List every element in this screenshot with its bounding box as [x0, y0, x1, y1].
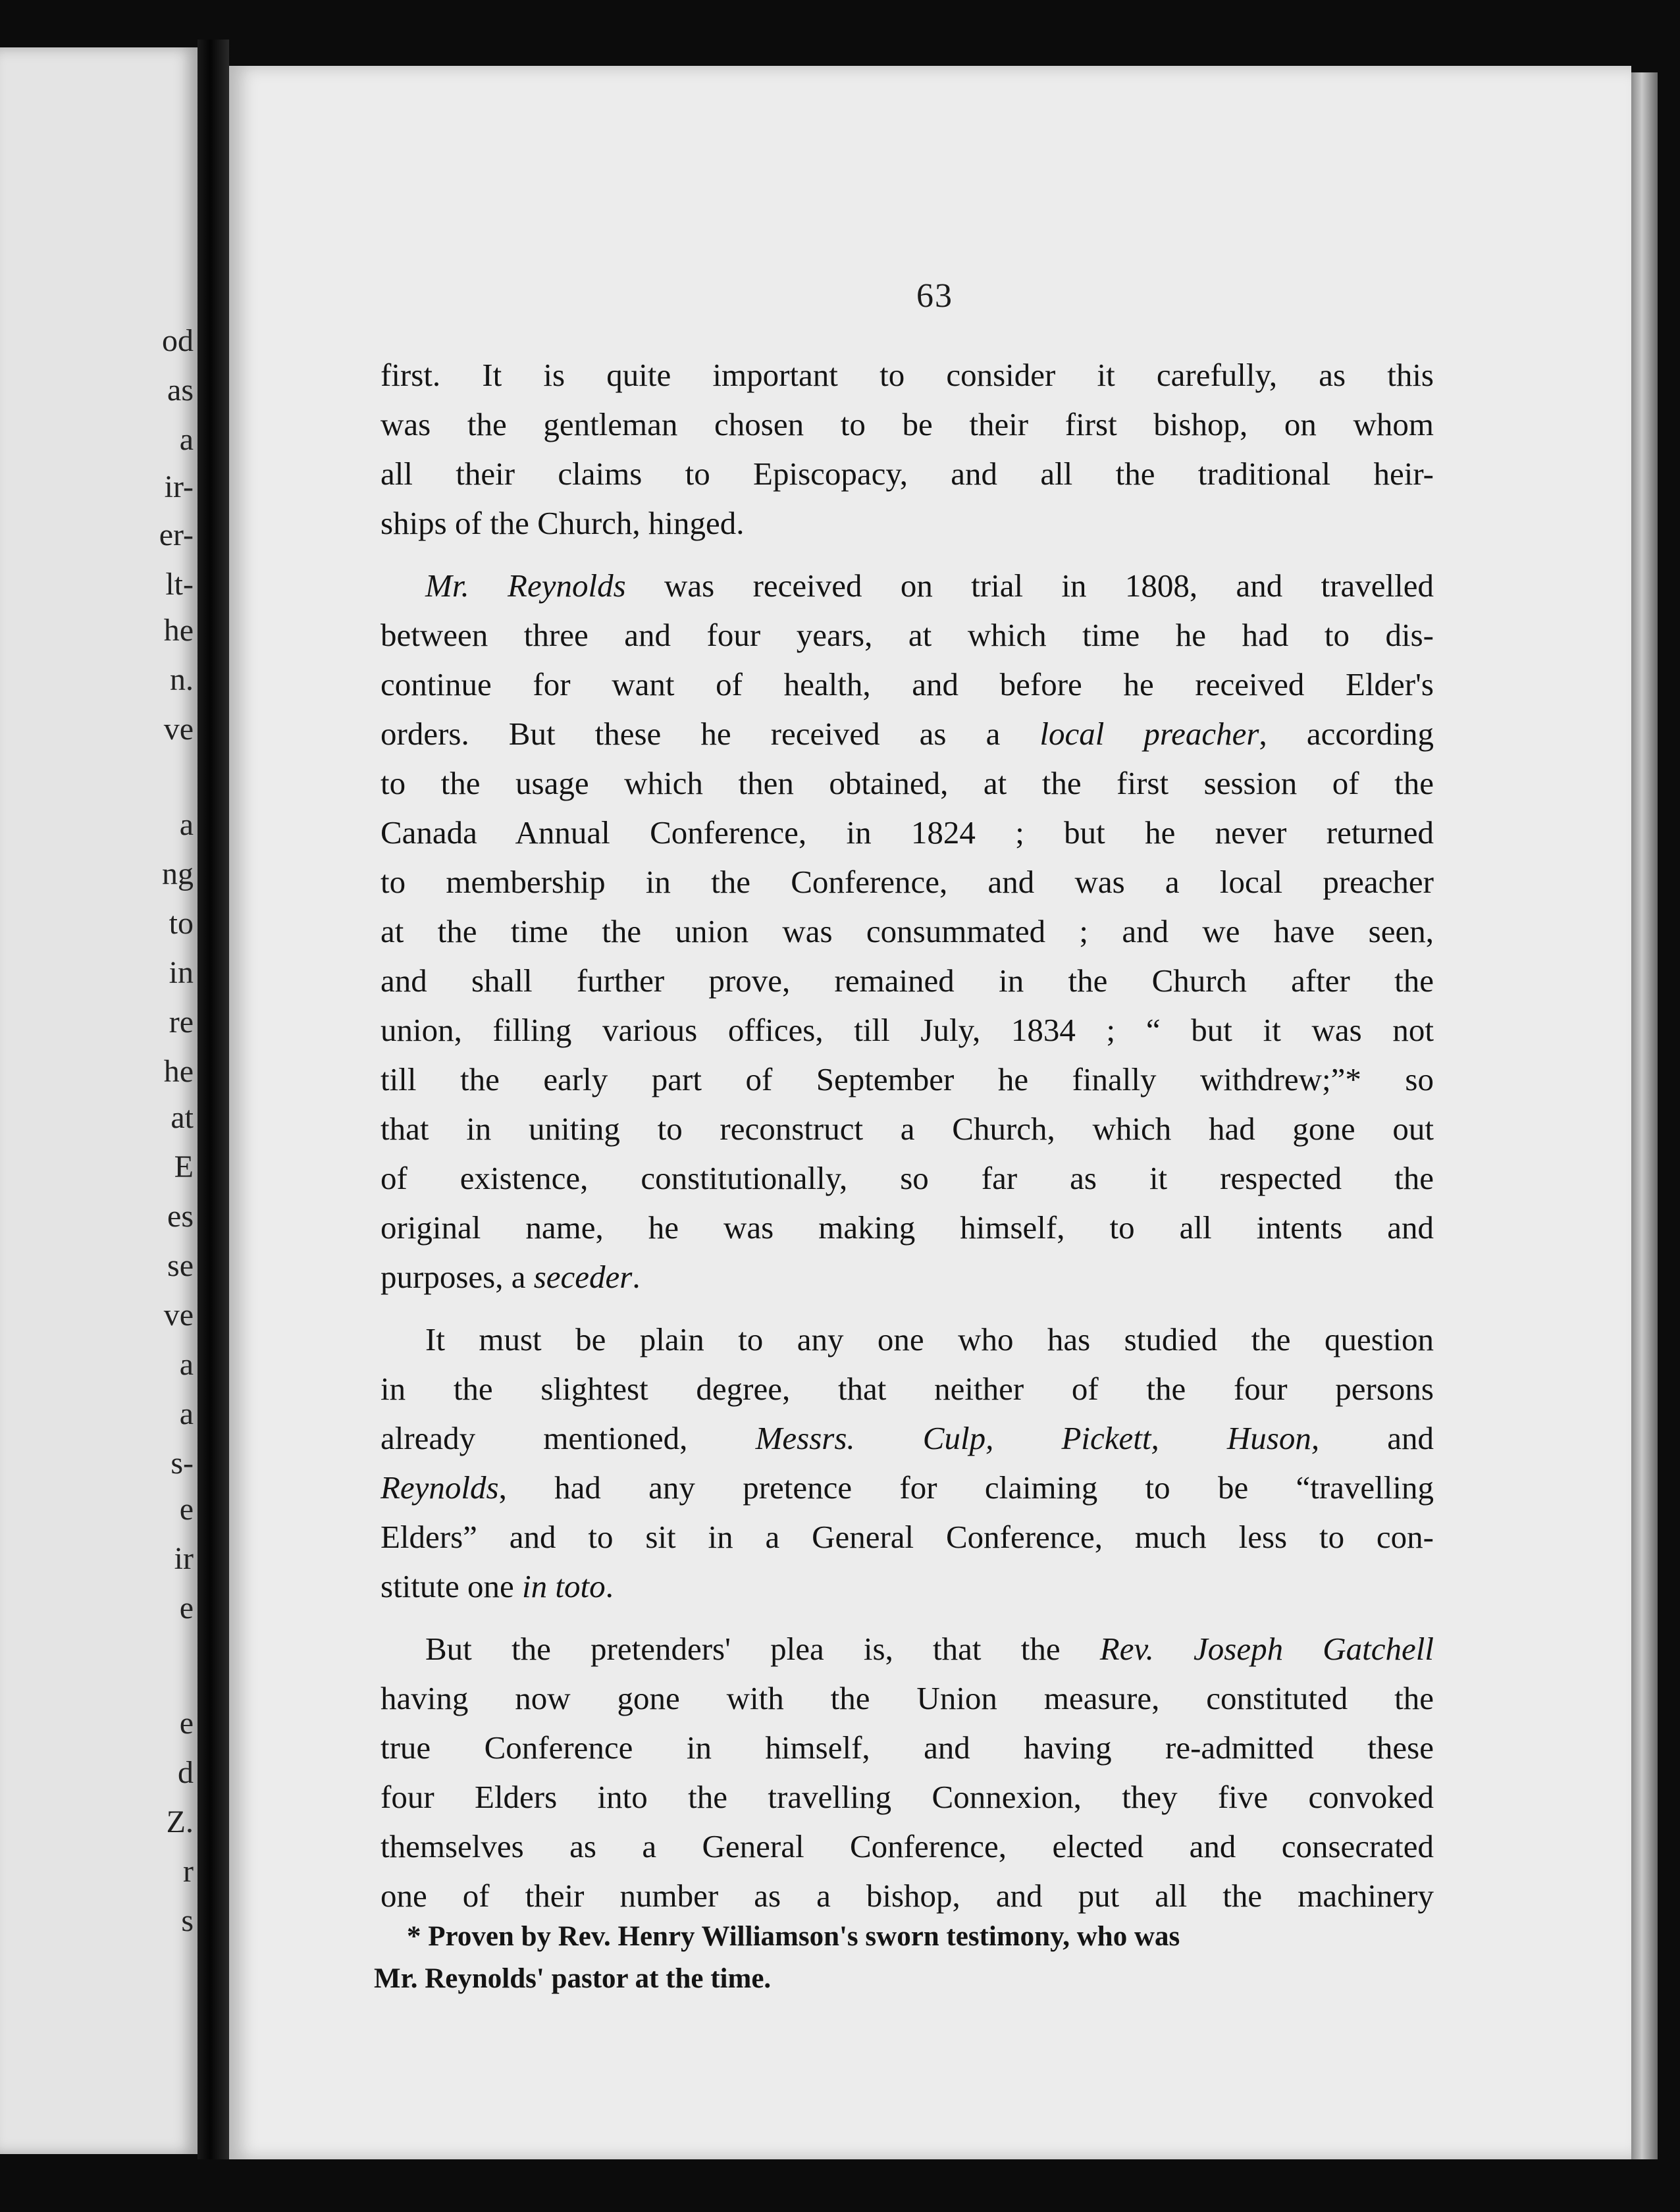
text-run: in the slightest degree, that neither of the four persons: [381, 1371, 1434, 1407]
prev-page-fragment: n.: [170, 662, 194, 697]
prev-page-fragment: e: [179, 1706, 194, 1741]
prev-page-fragment: e: [179, 1492, 194, 1527]
text-line: [381, 1153, 1434, 1203]
page-edge: [1631, 72, 1658, 2159]
text-run: stitute one: [381, 1568, 523, 1604]
text-run: one of their number as a bishop, and put all the machinery: [381, 1878, 1434, 1914]
prev-page-fragment: d: [178, 1755, 194, 1790]
text-line: [381, 449, 1434, 498]
text-line: [381, 1463, 1434, 1512]
italic-text: seceder: [533, 1259, 633, 1295]
text-line: [381, 857, 1434, 907]
text-run: union, filling various offices, till July, 1834 ; “ but it was not: [381, 1012, 1434, 1048]
footnote-line: Mr. Reynolds' pastor at the time.: [374, 1963, 772, 1994]
text-line: [381, 1562, 1434, 1611]
text-run: at the time the union was consummated ; and we have seen,: [381, 913, 1434, 949]
text-line: [381, 1315, 1434, 1364]
prev-page-fragment: E: [174, 1149, 194, 1184]
text-run: that in uniting to reconstruct a Church, which had gone out: [381, 1111, 1434, 1147]
text-run: and shall further prove, remained in the Church after the: [381, 962, 1434, 999]
prev-page-fragment: ir: [174, 1541, 194, 1576]
prev-page-fragment: lt-: [165, 567, 194, 602]
text-run: to membership in the Conference, and was a local preacher: [381, 864, 1434, 900]
prev-page-fragment: he: [163, 1054, 194, 1089]
prev-page-fragment: er-: [159, 517, 194, 552]
footnote: [374, 1916, 1434, 2000]
text-line: [381, 1772, 1434, 1822]
text-line: [381, 1364, 1434, 1413]
text-line: [381, 610, 1434, 660]
text-run: ships of the Church, hinged.: [381, 505, 745, 541]
text-run: It must be plain to any one who has studied the question: [425, 1321, 1434, 1357]
prev-page-fragment: ve: [163, 1298, 194, 1332]
prev-page-fragment: se: [167, 1248, 194, 1283]
footnote-line: * Proven by Rev. Henry Williamson's sworn testimony, who was: [407, 1921, 1180, 1952]
prev-page-fragment: a: [179, 1396, 194, 1431]
text-line: [381, 350, 1434, 400]
text-run: .: [605, 1568, 614, 1604]
italic-text: local preacher: [1039, 716, 1259, 752]
text-run: of existence, constitutionally, so far as it respected the: [381, 1160, 1434, 1196]
text-run: Elders” and to sit in a General Conference, much less to con-: [381, 1519, 1434, 1555]
text-run: orders. But these he received as a: [381, 716, 1040, 752]
book-spine: [197, 40, 229, 2159]
text-line: [381, 1055, 1434, 1104]
text-line: [381, 400, 1434, 449]
prev-page-fragment: re: [169, 1005, 194, 1040]
italic-text: Messrs. Culp, Pickett, Huson,: [755, 1420, 1320, 1456]
text-line: [381, 660, 1434, 709]
text-line: [381, 561, 1434, 610]
text-run: continue for want of health, and before he received Elder's: [381, 666, 1434, 702]
text-run: all their claims to Episcopacy, and all the traditional heir-: [381, 456, 1434, 492]
text-run: already mentioned,: [381, 1420, 756, 1456]
prev-page-fragment: a: [179, 422, 194, 457]
italic-text: in toto: [522, 1568, 606, 1604]
prev-page-fragment: ng: [162, 856, 194, 891]
text-line: [381, 1822, 1434, 1871]
text-run: true Conference in himself, and having re-admitted these: [381, 1729, 1434, 1766]
prev-page-fragment: at: [171, 1100, 194, 1135]
text-run: original name, he was making himself, to all intents and: [381, 1209, 1434, 1246]
text-run: purposes, a: [381, 1259, 534, 1295]
text-line: [381, 1673, 1434, 1723]
page-number: 63: [916, 277, 953, 315]
text-line: [381, 1512, 1434, 1562]
text-run: between three and four years, at which time he had to dis-: [381, 617, 1434, 653]
text-run: , according: [1259, 716, 1434, 752]
prev-page-fragment: to: [169, 906, 194, 941]
text-run: themselves as a General Conference, elected and consecrated: [381, 1828, 1434, 1864]
text-line: [381, 956, 1434, 1005]
text-run: and: [1319, 1420, 1434, 1456]
text-run: was the gentleman chosen to be their first bishop, on whom: [381, 406, 1434, 442]
text-line: [381, 1723, 1434, 1772]
text-run: , had any pretence for claiming to be “travelling: [498, 1469, 1434, 1506]
text-run: to the usage which then obtained, at the first session of the: [381, 765, 1434, 801]
prev-page-fragment: e: [179, 1591, 194, 1625]
body-text: [381, 350, 1434, 1920]
text-line: [381, 1203, 1434, 1252]
prev-page-fragment: s: [181, 1903, 194, 1938]
text-line: [381, 1413, 1434, 1463]
text-run: four Elders into the travelling Connexion, they five convoked: [381, 1779, 1434, 1815]
prev-page-fragment: s-: [171, 1446, 194, 1481]
text-run: .: [632, 1259, 641, 1295]
text-line: [381, 1005, 1434, 1055]
text-line: [381, 808, 1434, 857]
prev-page-fragment: Z.: [166, 1804, 194, 1839]
text-line: [381, 1252, 1434, 1302]
prev-page-fragment: ve: [163, 712, 194, 747]
text-run: first. It is quite important to consider it carefully, as this: [381, 357, 1434, 393]
text-run: Canada Annual Conference, in 1824 ; but he never returned: [381, 814, 1434, 851]
prev-page-fragment: a: [179, 807, 194, 842]
text-line: [381, 758, 1434, 808]
text-line: [381, 1871, 1434, 1920]
text-line: [381, 709, 1434, 758]
prev-page-fragment: r: [183, 1854, 194, 1889]
text-line: [381, 1104, 1434, 1153]
text-run: having now gone with the Union measure, constituted the: [381, 1680, 1434, 1716]
italic-text: Rev. Joseph Gatchell: [1099, 1631, 1434, 1667]
text-line: [381, 498, 1434, 548]
previous-page: [0, 47, 197, 2154]
prev-page-fragment: as: [167, 373, 194, 408]
italic-text: Mr. Reynolds: [425, 567, 626, 604]
text-line: [381, 907, 1434, 956]
text-line: [381, 1624, 1434, 1673]
prev-page-fragment: in: [169, 955, 194, 990]
prev-page-fragment: ir-: [164, 469, 194, 504]
prev-page-fragment: es: [167, 1199, 194, 1234]
italic-text: Reynolds: [381, 1469, 499, 1506]
text-run: But the pretenders' plea is, that the: [425, 1631, 1100, 1667]
prev-page-fragment: he: [163, 613, 194, 648]
text-run: till the early part of September he finally withdrew;”* so: [381, 1061, 1434, 1097]
text-run: was received on trial in 1808, and travelled: [625, 567, 1434, 604]
prev-page-fragment: a: [179, 1347, 194, 1382]
prev-page-fragment: od: [162, 323, 194, 358]
